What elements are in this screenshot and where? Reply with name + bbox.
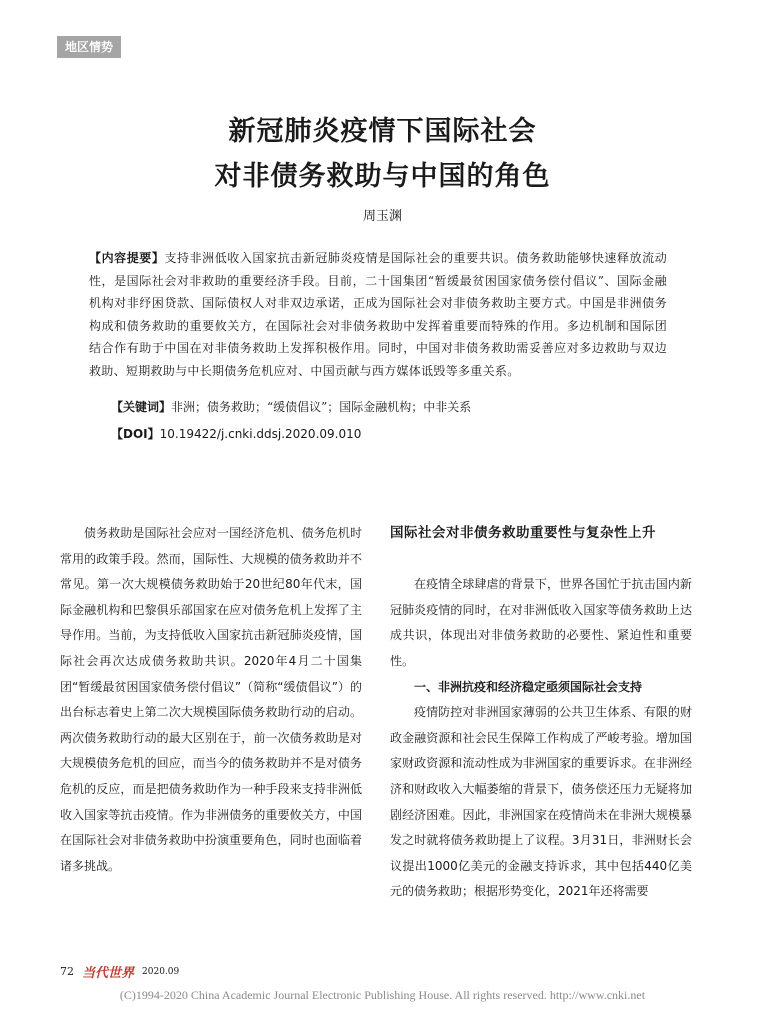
author-name: 周玉渊 xyxy=(362,209,402,224)
copyright-watermark: (C)1994-2020 China Academic Journal Electronic Publishing House. All rights reserved. http://www.cnki.net xyxy=(119,988,646,1002)
body-paragraph: 债务救助是国际社会应对一国经济危机、债务危机时常用的政策手段。然而，国际性、大规模的债务救助并不常见。第一次大规模债务救助始于20世纪80年代末，国际金融机构和巴黎俱乐部国家在应对债务危机上发挥了主导作用。当前，为支持低收入国家抗击新冠肺炎疫情，国际社会再次达成债务救助共识。2020年4月二十国集团“暂缓最贫困国家债务偿付倡议”（简称“缓债倡议”）的出台标志着史上第二次大规模国际债务救助行动的启动。两次债务救助行动的最大区别在于，前一次债务救助是对大规模债务危机的回应，而当今的债务救助并不是对债务危机的反应，而是把债务救助作为一种手段来支持非洲低收入国家等抗击疫情。作为非洲债务的重要攸关方，中国在国际社会对非债务救助中扮演重要角色，同时也面临着诸多挑战。 xyxy=(60,526,362,873)
abstract-text: 支持非洲低收入国家抗击新冠肺炎疫情是国际社会的重要共识。债务救助能够快速释放流动性，是国际社会对非救助的重要经济手段。目前，二十国集团“暂缓最贫困国家债务偿付倡议”、国际金融机构对非纾困贷款、国际债权人对非双边承诺，正成为国际社会对非债务救助主要方式。中国是非洲债务构成和债务救助的重要攸关方，在国际社会对非债务救助中发挥着重要而特殊的作用。多边机制和国际团结合作有助于中国在对非债务救助上发挥积极作用。同时，中国对非债务救助需妥善应对多边救助与双边救助、短期救助与中长期债务危机应对、中国贡献与西方媒体诋毁等多重关系。 xyxy=(89,251,667,378)
keywords-label: 【关键词】 xyxy=(111,400,172,414)
abstract-label: 【内容提要】 xyxy=(89,251,165,265)
right-column xyxy=(390,521,692,905)
article-title-line-2: 对非债务救助与中国的角色 xyxy=(214,161,551,192)
body-paragraph: 疫情防控对非洲国家薄弱的公共卫生体系、有限的财政金融资源和社会民生保障工作构成了严峻考验。增加国家财政资源和流动性成为非洲国家的重要诉求。在非洲经济和财政收入大幅萎缩的背景下，债务偿还压力无疑将加剧经济困难。因此，非洲国家在疫情尚未在非洲大规模暴发之时就将债务救助提上了议程。3月31日，非洲财长会议提出1000亿美元的金融支持诉求，其中包括440亿美元的债务救助；根据形势变化，2021年还将需要 xyxy=(390,705,692,899)
issue-date: 2020.09 xyxy=(142,966,180,977)
doi-label: 【DOI】 xyxy=(111,427,160,441)
doi-link[interactable]: 10.19422/j.cnki.ddsj.2020.09.010 xyxy=(159,427,362,441)
section-tag: 地区情势 xyxy=(57,36,121,58)
journal-logo: 当代世界 xyxy=(82,966,135,981)
subsection-heading: 一、非洲抗疫和经济稳定亟须国际社会支持 xyxy=(414,679,643,694)
body-paragraph: 在疫情全球肆虐的背景下，世界各国忙于抗击国内新冠肺炎疫情的同时，在对非洲低收入国家等债务救助上达成共识，体现出对非债务救助的必要性、紧迫性和重要性。 xyxy=(390,577,692,668)
page-footer xyxy=(60,962,179,981)
doi xyxy=(111,425,361,442)
page-number: 72 xyxy=(60,965,74,978)
section-heading: 国际社会对非债务救助重要性与复杂性上升 xyxy=(390,525,656,541)
keywords-text: 非洲；债务救助；“缓债倡议”；国际金融机构；中非关系 xyxy=(171,400,472,414)
left-column xyxy=(60,521,362,879)
abstract xyxy=(89,247,667,382)
keywords xyxy=(111,398,471,415)
article-title-line-1: 新冠肺炎疫情下国际社会 xyxy=(228,116,537,147)
